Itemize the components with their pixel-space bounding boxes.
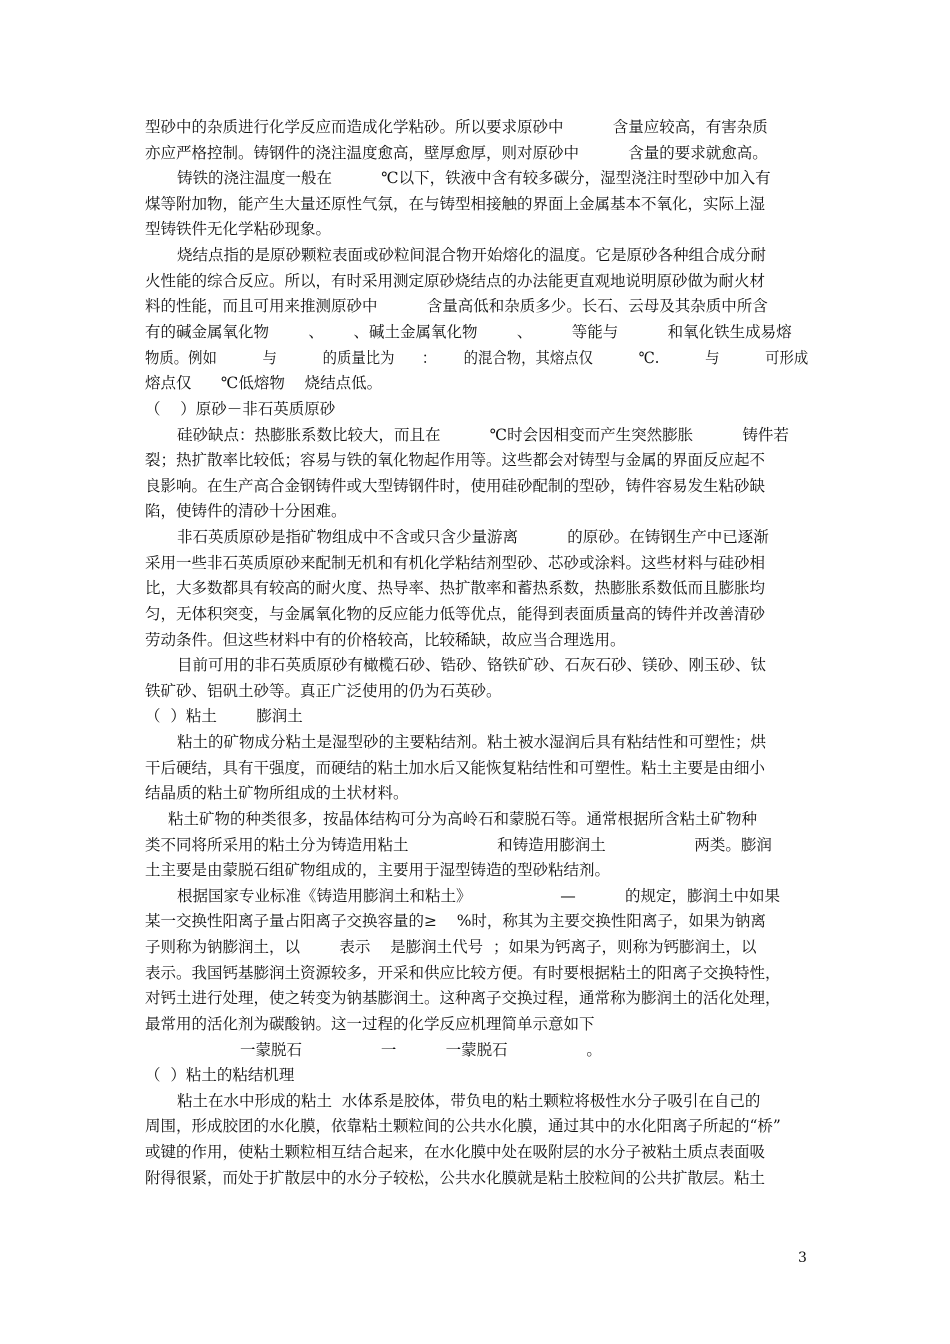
- text-line: 类不同将所采用的粘土分为铸造用粘土 和铸造用膨润土 两类。膨润: [145, 836, 772, 854]
- text-line: 周围，形成胶团的水化膜，依靠粘土颗粒间的公共水化膜，通过其中的水化阳离子所起的“桥”: [145, 1117, 781, 1135]
- text-line: 表示。我国钙基膨润土资源较多，开采和供应比较方便。有时要根据粘土的阳离子交换特性，: [145, 964, 781, 982]
- text-line: 裂；热扩散率比较低；容易与铁的氧化物起作用等。这些都会对铸型与金属的界面反应起不: [145, 451, 766, 469]
- text-line: 陷，使铸件的清砂十分困难。: [145, 502, 347, 520]
- text-line: 粘土的矿物成分粘土是湿型砂的主要粘结剂。粘土被水湿润后具有粘结性和可塑性；烘: [177, 733, 767, 751]
- text-line: 型砂中的杂质进行化学反应而造成化学粘砂。所以要求原砂中 含量应较高，有害杂质: [145, 118, 768, 136]
- text-line: 亦应严格控制。铸钢件的浇注温度愈高，壁厚愈厚，则对原砂中 含量的要求就愈高。: [145, 144, 768, 162]
- text-line: 型铸铁件无化学粘砂现象。: [145, 220, 332, 238]
- reaction-line: 一蒙脱石 一 一蒙脱石 。: [240, 1041, 602, 1059]
- section-heading: （ ）原砂－非石英质原砂: [145, 400, 336, 418]
- text-line: 粘土矿物的种类很多，按晶体结构可分为高岭石和蒙脱石等。通常根据所含粘土矿物种: [168, 810, 758, 828]
- text-line: 某一交换性阳离子量占阳离子交换容量的≥ %时，称其为主要交换性阳离子，如果为钠离: [145, 912, 766, 930]
- text-line: 火性能的综合反应。所以，有时采用测定原砂烧结点的办法能更直观地说明原砂做为耐火材: [145, 272, 766, 290]
- text-line: 根据国家专业标准《铸造用膨润土和粘土》 — 的规定，膨润土中如果: [177, 887, 780, 905]
- text-line: 子则称为钠膨润土，以 表示 是膨润土代号 ；如果为钙离子，则称为钙膨润土，以: [145, 938, 757, 956]
- text-line: 有的碱金属氧化物 、 、碱土金属氧化物 、 等能与 和氧化铁生成易熔: [145, 323, 792, 341]
- text-line: 粘土在水中形成的粘土 水体系是胶体，带负电的粘土颗粒将极性水分子吸引在自己的: [177, 1092, 761, 1110]
- text-line: 比，大多数都具有较高的耐火度、热导率、热扩散率和蓄热系数，热膨胀系数低而且膨胀均: [145, 579, 766, 597]
- text-line: 劳动条件。但这些材料中有的价格较高，比较稀缺，故应当合理选用。: [145, 631, 626, 649]
- text-line: 最常用的活化剂为碳酸钠。这一过程的化学反应机理简单示意如下: [145, 1015, 595, 1033]
- text-line: 硅砂缺点：热膨胀系数比较大，而且在 ℃时会因相变而产生突然膨胀 铸件若: [177, 426, 789, 444]
- text-line: 土主要是由蒙脱石组矿物组成的，主要用于湿型铸造的型砂粘结剂。: [145, 861, 611, 879]
- text-line: 结晶质的粘土矿物所组成的土状材料。: [145, 784, 409, 802]
- text-line: 对钙土进行处理，使之转变为钠基膨润土。这种离子交换过程，通常称为膨润土的活化处理，: [145, 989, 781, 1007]
- text-line: 附得很紧，而处于扩散层中的水分子较松，公共水化膜就是粘土胶粒间的公共扩散层。粘土: [145, 1169, 766, 1187]
- text-line: 熔点仅 ℃低熔物 烧结点低。: [145, 374, 383, 392]
- text-line: 料的性能，而且可用来推测原砂中 含量高低和杂质多少。长石、云母及其杂质中所含: [145, 297, 768, 315]
- text-line: 烧结点指的是原砂颗粒表面或砂粒间混合物开始熔化的温度。它是原砂各种组合成分耐: [177, 246, 767, 264]
- text-line: 匀，无体积突变，与金属氧化物的反应能力低等优点，能得到表面质量高的铸件并改善清砂: [145, 605, 766, 623]
- text-line: 良影响。在生产高合金钢铸件或大型铸钢件时，使用硅砂配制的型砂，铸件容易发生粘砂缺: [145, 477, 766, 495]
- section-heading: （ ）粘土的粘结机理: [145, 1066, 295, 1084]
- text-line: 物质。例如 与 的质量比为 ： 的混合物，其熔点仅 ℃. 与 可形成: [145, 349, 809, 367]
- text-line: 非石英质原砂是指矿物组成中不含或只含少量游离 的原砂。在铸钢生产中已逐渐: [177, 528, 769, 546]
- text-line: 采用一些非石英质原砂来配制无机和有机化学粘结剂型砂、芯砂或涂料。这些材料与硅砂相: [145, 554, 766, 572]
- text-line: 目前可用的非石英质原砂有橄榄石砂、锆砂、铬铁矿砂、石灰石砂、镁砂、刚玉砂、钛: [177, 656, 767, 674]
- page-number: 3: [798, 1250, 807, 1266]
- section-heading: （ ）粘土 膨润土: [145, 707, 303, 725]
- text-line: 或键的作用，使粘土颗粒相互结合起来，在水化膜中处在吸附层的水分子被粘土质点表面吸: [145, 1143, 766, 1161]
- text-line: 铁矿砂、铝矾土砂等。真正广泛使用的仍为石英砂。: [145, 682, 502, 700]
- text-line: 铸铁的浇注温度一般在 ℃以下，铁液中含有较多碳分，湿型浇注时型砂中加入有: [177, 169, 771, 187]
- text-line: 煤等附加物，能产生大量还原性气氛，在与铸型相接触的界面上金属基本不氧化，实际上湿: [145, 195, 766, 213]
- text-line: 干后硬结，具有干强度，而硬结的粘土加水后又能恢复粘结性和可塑性。粘土主要是由细小: [145, 759, 766, 777]
